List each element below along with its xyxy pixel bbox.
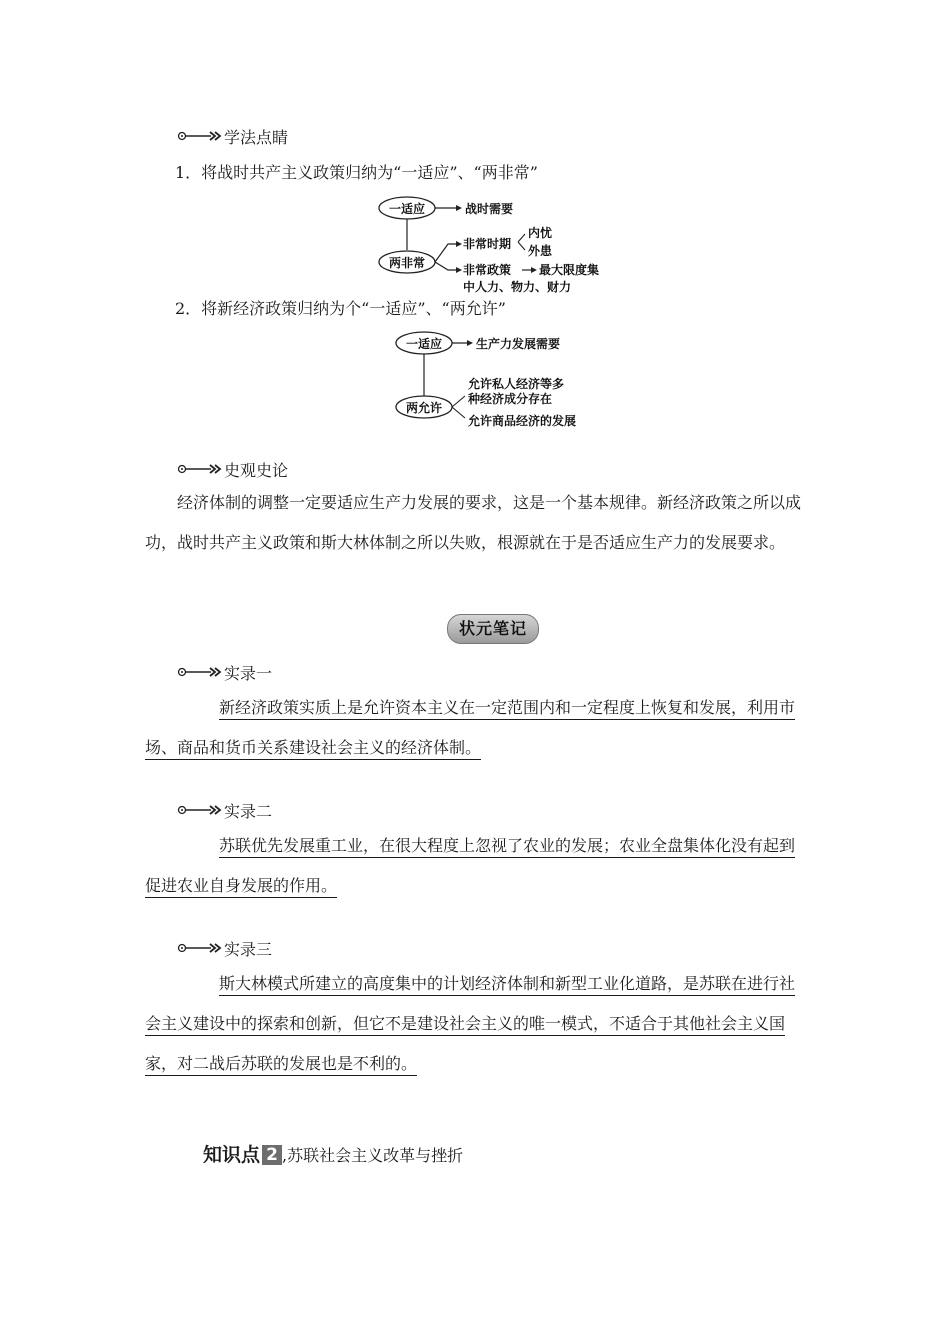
top-result-2-label: 生产力发展需要 [476, 337, 561, 351]
record-3-paragraph [145, 964, 807, 1084]
study-tip-item-2: 2．将新经济政策归纳为个“一适应”、“两允许” [175, 299, 506, 318]
record-1-paragraph [145, 688, 807, 768]
record-2-title: 实录二 [224, 802, 273, 821]
top-result-label: 战时需要 [465, 202, 514, 216]
node-two-extraordinary-label: 两非常 [388, 256, 426, 270]
record-1-title: 实录一 [224, 664, 273, 683]
branch2-2-label: 允许商品经济的发展 [468, 414, 577, 428]
branch1-2-line1: 允许私人经济等多 [468, 377, 565, 391]
branch1-b-label: 外患 [528, 244, 553, 258]
study-tip-item-1: 1．将战时共产主义政策归纳为“一适应”、“两非常” [175, 163, 538, 182]
record-2-paragraph [145, 826, 807, 906]
record-3-text: 斯大林模式所建立的高度集中的计划经济体制和新型工业化道路，是苏联在进行社会主义建设中的探索和创新，但它不是建设社会主义的唯一模式，不适合于其他社会主义国家，对二战后苏联的发展也是不利的。 [145, 974, 796, 1073]
node-two-allow-label: 两允许 [405, 401, 443, 415]
branch1-label: 非常时期 [463, 237, 512, 251]
branch1-a-label: 内忧 [528, 226, 553, 240]
knowledge-point-heading [203, 1140, 463, 1167]
record-2-text: 苏联优先发展重工业，在很大程度上忽视了农业的发展；农业全盘集体化没有起到促进农业自身发展的作用。 [145, 836, 796, 895]
branch2-result-line2: 中人力、物力、财力 [463, 280, 572, 294]
branch2-result-line1: 最大限度集 [539, 263, 600, 277]
knowledge-point-label: 知识点 [203, 1144, 261, 1166]
diagram-new-economic-policy [390, 328, 610, 436]
knowledge-point-number: 2 [262, 1145, 282, 1165]
record-1-text: 新经济政策实质上是允许资本主义在一定范围内和一定程度上恢复和发展，利用市场、商品和货币关系建设社会主义的经济体制。 [145, 698, 796, 757]
node-one-adapt-label: 一适应 [388, 202, 426, 216]
record-3-title: 实录三 [224, 940, 273, 959]
knowledge-point-title: ,苏联社会主义改革与挫折 [282, 1146, 464, 1165]
branch2-label: 非常政策 [463, 263, 512, 277]
section-title-history-view: 史观史论 [224, 461, 289, 480]
section-title-study-tips: 学法点睛 [224, 128, 289, 147]
branch1-2-line2: 种经济成分存在 [468, 392, 553, 406]
node-one-adapt-2-label: 一适应 [405, 337, 443, 351]
champion-notes-badge: 状元笔记 [447, 614, 539, 644]
diagram-war-communism [370, 192, 620, 298]
history-view-paragraph: 经济体制的调整一定要适应生产力发展的要求，这是一个基本规律。新经济政策之所以成功，战时共产主义政策和斯大林体制之所以失败，根源就在于是否适应生产力的发展要求。 [145, 493, 802, 552]
